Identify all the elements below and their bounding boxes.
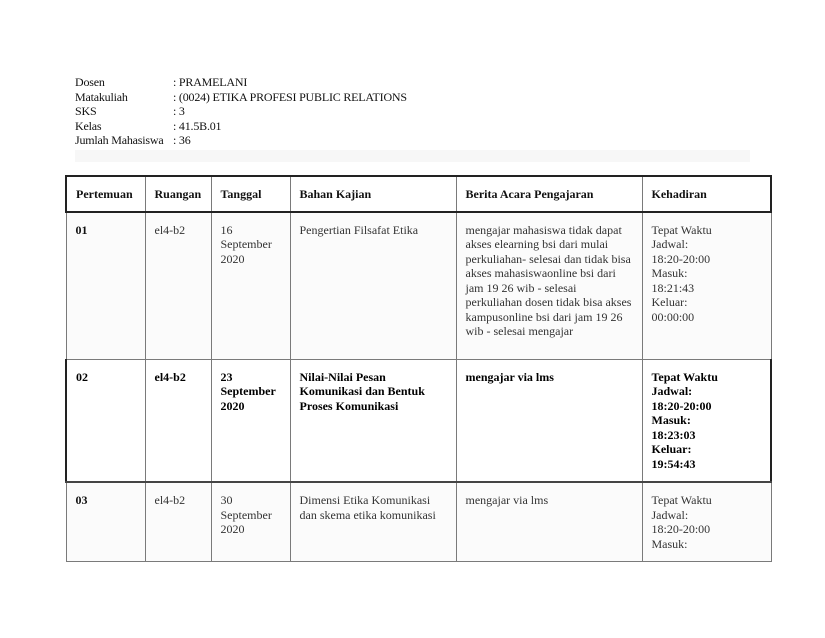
- info-value: : 41.5B.01: [173, 118, 222, 133]
- info-value: : 3: [173, 104, 185, 118]
- cell-bahan-kajian: Dimensi Etika Komunikasi dan skema etika komunikasi: [290, 482, 456, 562]
- cell-kehadiran: [642, 212, 771, 360]
- info-value: : (0024) ETIKA PROFESI PUBLIC RELATIONS: [173, 89, 407, 104]
- column-header-berita-acara: Berita Acara Pengajaran: [456, 176, 642, 212]
- cell-ruangan: el4-b2: [145, 359, 211, 482]
- kehadiran-jadwal: 18:20-20:00: [651, 522, 711, 536]
- kehadiran-jadwal-label: Jadwal:: [651, 507, 689, 522]
- info-row-dosen: [75, 75, 407, 90]
- column-header-ruangan: Ruangan: [145, 176, 211, 212]
- cell-tanggal: 30 September 2020: [211, 482, 290, 562]
- info-row-jumlah-mahasiswa: [75, 133, 407, 148]
- table-header-row: [66, 176, 771, 212]
- kehadiran-jadwal: 18:20-20:00: [651, 398, 712, 413]
- column-header-bahan-kajian: Bahan Kajian: [290, 176, 456, 212]
- cell-bahan-kajian: Pengertian Filsafat Etika: [290, 212, 456, 360]
- cell-berita-acara: mengajar mahasiswa tidak dapat akses elearning bsi dari mulai perkuliahan- selesai dan tidak bisa akses mahasiswaonline bsi dari jam 19 26 wib - selesai perkuliahan dosen tidak bisa akses kampusonline bsi dari jam 19 26 wib - selesai mengajar: [456, 212, 642, 360]
- cell-kehadiran: [642, 359, 771, 482]
- attendance-table: [65, 175, 772, 562]
- info-row-kelas: [75, 119, 407, 134]
- kehadiran-status: Tepat Waktu: [651, 493, 712, 507]
- cell-pertemuan: 03: [66, 482, 145, 562]
- kehadiran-keluar-label: Keluar:: [651, 442, 692, 456]
- kehadiran-jadwal: 18:20-20:00: [651, 251, 711, 266]
- cell-berita-acara: mengajar via lms: [456, 482, 642, 562]
- cell-ruangan: el4-b2: [145, 482, 211, 562]
- kehadiran-masuk-label: Masuk:: [651, 413, 691, 427]
- column-header-kehadiran: Kehadiran: [642, 176, 771, 212]
- info-label: Dosen: [75, 75, 105, 89]
- info-label: Kelas: [75, 118, 102, 133]
- info-label: Jumlah Mahasiswa: [75, 133, 164, 147]
- divider-band: [75, 150, 750, 162]
- cell-berita-acara: mengajar via lms: [456, 359, 642, 482]
- kehadiran-jadwal-label: Jadwal:: [651, 384, 693, 398]
- kehadiran-masuk: 18:23:03: [651, 427, 696, 442]
- cell-tanggal: 23 September 2020: [211, 359, 290, 482]
- kehadiran-masuk-label: Masuk:: [651, 536, 688, 551]
- cell-ruangan: el4-b2: [145, 212, 211, 360]
- course-info: [75, 75, 407, 148]
- kehadiran-masuk-label: Masuk:: [651, 266, 688, 280]
- info-value: : 36: [173, 133, 191, 147]
- cell-kehadiran: [642, 482, 771, 562]
- table-row: [66, 482, 771, 562]
- info-label: Matakuliah: [75, 89, 128, 104]
- cell-pertemuan: 02: [66, 359, 145, 482]
- kehadiran-keluar: 00:00:00: [651, 309, 695, 324]
- kehadiran-keluar: 19:54:43: [651, 456, 696, 471]
- kehadiran-status: Tepat Waktu: [651, 222, 712, 237]
- column-header-pertemuan: Pertemuan: [66, 176, 145, 212]
- cell-bahan-kajian: Nilai-Nilai Pesan Komunikasi dan Bentuk Proses Komunikasi: [290, 359, 456, 482]
- kehadiran-jadwal-label: Jadwal:: [651, 237, 689, 251]
- info-row-matakuliah: [75, 90, 407, 105]
- table-row: [66, 359, 771, 482]
- kehadiran-masuk: 18:21:43: [651, 280, 695, 295]
- table-row: [66, 212, 771, 360]
- info-label: SKS: [75, 104, 97, 118]
- cell-pertemuan: 01: [66, 212, 145, 360]
- kehadiran-keluar-label: Keluar:: [651, 295, 688, 309]
- info-value: : PRAMELANI: [173, 75, 248, 89]
- column-header-tanggal: Tanggal: [211, 176, 290, 212]
- info-row-sks: [75, 104, 407, 119]
- kehadiran-status: Tepat Waktu: [651, 369, 718, 384]
- cell-tanggal: 16 September 2020: [211, 212, 290, 360]
